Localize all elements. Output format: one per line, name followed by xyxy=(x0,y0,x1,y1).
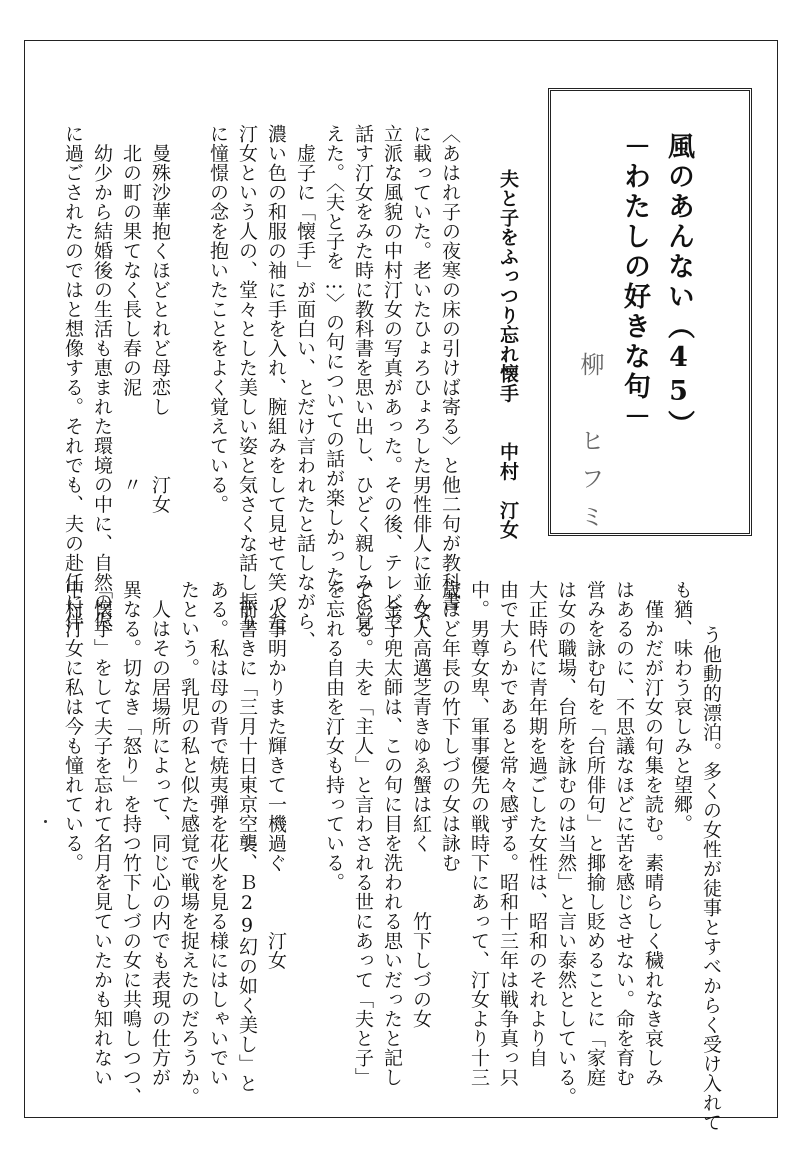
text-line: に載っていた。老いたひょろひょろした男性俳人に並んで xyxy=(410,124,432,631)
title-line-2: －わたしの好きな句－ xyxy=(619,132,650,432)
text-line: 汀女という人の、堂々とした美しい姿と気さくな話し振り xyxy=(236,124,258,631)
text-line: 北の町の果てなく長し春の泥 〃 xyxy=(120,124,142,495)
stray-dot xyxy=(44,820,47,823)
text-line: 金子兜太師は、この句に目を洗われる思いだったと記し xyxy=(381,580,403,1087)
text-line: 虚子に「懐手」が面白い、とだけ言われたと話しながら、 xyxy=(294,124,316,651)
text-line: に過ごされたのではと想像する。それでも、夫の赴任に伴 xyxy=(62,124,84,631)
text-line: 濃い色の和服の袖に手を入れ、腕組みをして見せて笑った xyxy=(265,124,287,631)
text-line: 火事明かりまた輝きて一機過ぐ 汀女 xyxy=(265,580,287,970)
text-line: ている。夫を「主人」と言わされる世にあって「夫と子」 xyxy=(352,580,374,1087)
text-line: 話す汀女をみた時に教科書を思い出し、ひどく親しみを覚 xyxy=(352,124,374,631)
text-line: 曼殊沙華抱くほどとれど母恋し 汀女 xyxy=(149,124,171,514)
text-line: 営みを詠む句を「台所俳句」と揶揄し貶めることに「家庭 xyxy=(584,580,606,1087)
text-line: 〈あはれ子の夜寒の床の引けば寄る〉と他二句が教科書 xyxy=(439,124,461,612)
text-line: 女人高邁芝青きゆゑ蟹は紅く 竹下しづの女 xyxy=(410,580,432,1029)
text-line: 前書きに「三月十日東京空襲、Ｂ29幻の如く美し」と xyxy=(236,580,258,1093)
text-line: う他動的漂泊。多くの女性が徒事とすべからく受け入れて xyxy=(700,625,722,1132)
lower-body-text xyxy=(58,580,754,1132)
text-line: に憧憬の念を抱いたことをよく覚えている。 xyxy=(207,124,229,514)
text-line: 異なる。切なき「怒り」を持つ竹下しづの女に共鳴しつつ、 xyxy=(120,580,142,1107)
text-line: 大正時代に青年期を過ごした女性は、昭和のそれより自 xyxy=(526,580,548,1068)
text-line: も猶、味わう哀しみと望郷。 xyxy=(671,580,693,834)
text-line: 幼少から結婚後の生活も恵まれた環境の中に、自然の侭 xyxy=(91,124,113,631)
text-line: 立派な風貌の中村汀女の写真があった。その後、テレビで xyxy=(381,124,403,631)
text-line: は女の職場、台所を詠むのは当然」と言い泰然としている。 xyxy=(555,580,577,1107)
text-line: 「懐手」をして夫子を忘れて名月を見ていたかも知れない xyxy=(91,580,113,1087)
text-line: たという。乳児の私と似た感覚で戦場を捉えたのだろうか。 xyxy=(178,580,200,1107)
text-line: 僅かだが汀女の句集を読む。素晴らしく穢れなき哀しみ xyxy=(642,580,664,1087)
text-line: 夫と子をふっつり忘れ懐手 中村 汀女 xyxy=(497,169,519,540)
text-line: 人はその居場所によって、同じ心の内でも表現の仕方が xyxy=(149,580,171,1087)
text-line: えた。〈夫と子を…〉の句についての話が楽しかった。 xyxy=(323,124,345,605)
text-line: ある。私は母の背で焼夷弾を花火を見る様にはしゃいでい xyxy=(207,580,229,1087)
upper-body-text xyxy=(58,124,551,651)
text-line: を忘れる自由を汀女も持っている。 xyxy=(323,580,345,892)
essay-title xyxy=(612,132,700,440)
text-line: 由で大らかであると常々感ずる。昭和十三年は戦争真っ只 xyxy=(497,580,519,1087)
title-line-1: 風のあんない（45） xyxy=(663,132,694,440)
author-name: 柳 ヒフミ xyxy=(576,352,604,542)
text-line: 中村汀女に私は今も憧れている。 xyxy=(62,580,84,873)
text-line: はあるのに、不思議なほどに苦を感じさせない。命を育む xyxy=(613,580,635,1087)
text-line: 中。男尊女卑、軍事優先の戦時下にあって、汀女より十三 xyxy=(468,580,490,1087)
text-line: 歳ほど年長の竹下しづの女は詠む xyxy=(439,580,461,873)
